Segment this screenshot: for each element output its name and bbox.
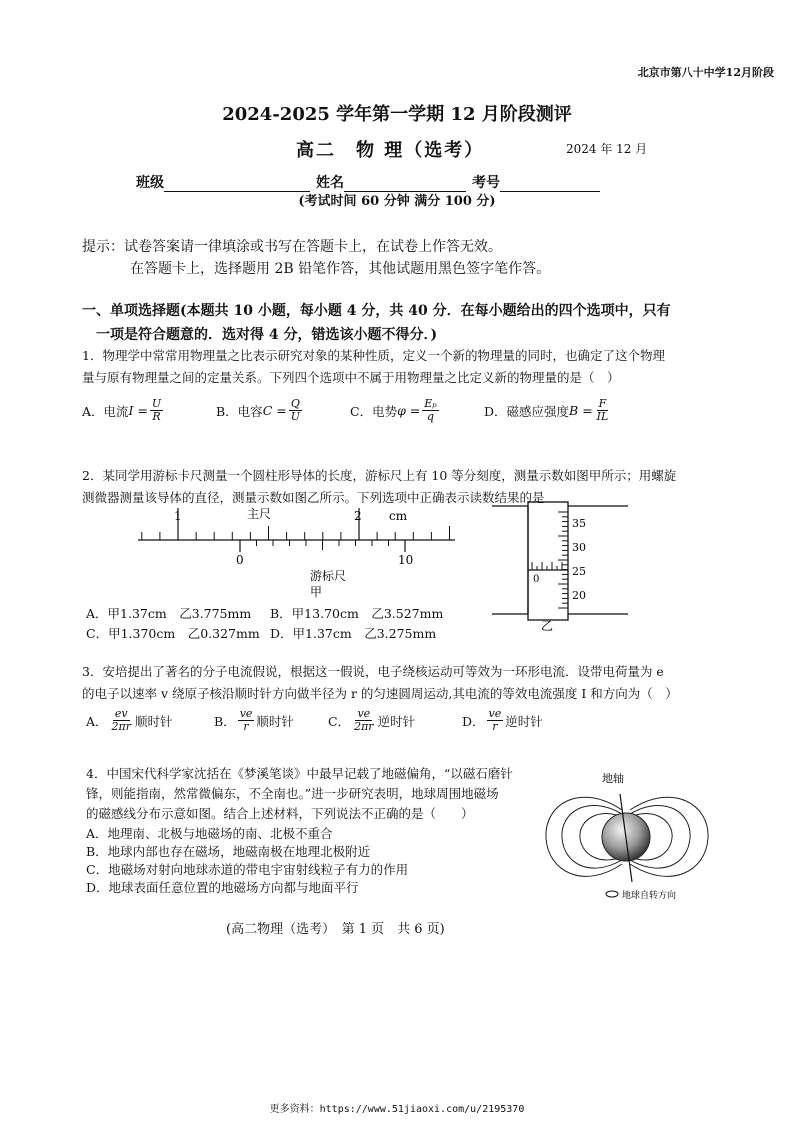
source-link[interactable]: 更多资料：https://www.51jiaoxi.com/u/2195370 xyxy=(269,1104,525,1115)
earth-magnetic-field-figure xyxy=(540,764,720,908)
q4-option-a[interactable]: A．地理南、北极与地磁场的南、北极不重合 xyxy=(86,826,333,841)
vernier-scale-label: 游标尺 xyxy=(310,569,347,583)
q3-stem-2: 的电子以速率 v 绕原子核沿顺时针方向做半径为 r 的匀速圆周运动,其电流的等效电流强度 I 和方向为（ ） xyxy=(82,686,678,701)
exam-date: 2024 年 12 月 xyxy=(566,142,648,156)
main-scale xyxy=(138,508,455,540)
fraction: $\frac{ve}{r}$ xyxy=(239,707,253,733)
figure-label: 甲 xyxy=(310,585,323,599)
q4-stem-1: 4．中国宋代科学家沈括在《梦溪笔谈》中最早记载了地磁偏角，“以磁石磨针 xyxy=(86,766,513,781)
vernier-caliper-figure xyxy=(130,500,480,600)
q4-option-d[interactable]: D．地球表面任意位置的地磁场方向都与地面平行 xyxy=(86,880,359,895)
fraction: $\frac{Q}{U}$ xyxy=(290,397,300,423)
fraction: $\frac{ve}{2\pi r}$ xyxy=(354,707,374,733)
q2-option-b[interactable]: B．甲13.70cm 乙3.527mm xyxy=(270,606,444,621)
thimble-label: 30 xyxy=(572,541,586,554)
q3-option-d[interactable]: D． $\frac{ve}{r}$ 逆时针 xyxy=(462,707,543,733)
q2-stem-1: 2．某同学用游标卡尺测量一个圆柱形导体的长度，游标尺上有 10 等分刻度，测量示数如图甲所示；用螺旋 xyxy=(82,468,677,483)
q3-option-a[interactable]: A． $\frac{ev}{2\pi r}$ 顺时针 xyxy=(86,707,173,733)
vernier-tick-label: 0 xyxy=(236,553,244,567)
class-label: 班级 xyxy=(136,175,164,191)
school-stamp: 北京市第八十中学12月阶段 xyxy=(637,66,774,79)
q4-option-b[interactable]: B．地球内部也存在磁场，地磁南极在地理北极附近 xyxy=(86,844,371,859)
fraction: $\frac{ev}{2\pi r}$ xyxy=(111,707,132,733)
q4-option-c[interactable]: C．地磁场对射向地球赤道的带电宇宙射线粒子有力的作用 xyxy=(86,862,409,877)
exam-time-info: (考试时间 60 分钟 满分 100 分) xyxy=(298,194,496,209)
id-label: 考号 xyxy=(472,175,500,191)
main-tick-label: 1 xyxy=(174,509,182,523)
thimble-label: 35 xyxy=(572,517,586,530)
rotation-label: 地球自转方向 xyxy=(622,891,677,901)
main-tick-label: 2 xyxy=(354,509,362,523)
fraction: $\frac{\text{Eₚ}}{q}$ xyxy=(424,397,437,423)
exam-title: 2024-2025 学年第一学期 12 月阶段测评 xyxy=(222,104,572,125)
fraction: $\frac{F}{IL}$ xyxy=(596,397,609,423)
q3-option-c[interactable]: C． $\frac{ve}{2\pi r}$ 逆时针 xyxy=(328,707,416,733)
q1-option-a[interactable]: A．电流 I = $\frac{U}{R}$ xyxy=(82,397,162,423)
axis-label: 地轴 xyxy=(602,772,624,785)
q1-option-b[interactable]: B．电容 C = $\frac{Q}{U}$ xyxy=(216,397,300,423)
q2-option-c[interactable]: C．甲1.370cm 乙0.327mm xyxy=(86,626,260,641)
hint-line-1: 提示：试卷答案请一律填涂或书写在答题卡上，在试卷上作答无效。 xyxy=(82,239,502,255)
q1-stem-1: 1．物理学中常常用物理量之比表示研究对象的某种性质，定义一个新的物理量的同时，也确定了这个物理 xyxy=(82,348,665,363)
q1-option-d[interactable]: D．磁感应强度 B = $\frac{F}{IL}$ xyxy=(484,397,609,423)
thimble-label: 25 xyxy=(572,565,586,578)
page-footer: (高二物理（选考） 第 1 页 共 6 页) xyxy=(226,922,445,937)
rotation-arrow-icon xyxy=(606,891,618,897)
main-scale-label: 主尺 xyxy=(247,507,272,521)
sleeve-zero: 0 xyxy=(533,574,540,585)
unit-label: cm xyxy=(389,509,408,523)
vernier-tick-label: 10 xyxy=(398,553,414,567)
q4-stem-3: 的磁感线分布示意如图。结合上述材料，下列说法不正确的是（ ） xyxy=(86,806,474,821)
q1-stem-2: 量与原有物理量之间的定量关系。下列四个选项中不属于用物理量之比定义新的物理量的是（ ） xyxy=(82,370,620,385)
fraction: $\frac{ve}{r}$ xyxy=(488,707,502,733)
q4-stem-2: 锋，则能指南，然常微偏东，不全南也。”进一步研究表明，地球周围地磁场 xyxy=(86,786,499,801)
name-label: 姓名 xyxy=(316,175,344,191)
q3-option-b[interactable]: B． $\frac{ve}{r}$ 顺时针 xyxy=(214,707,294,733)
q2-option-d[interactable]: D．甲1.37cm 乙3.275mm xyxy=(270,626,437,641)
section-heading-cont: 一项是符合题意的．选对得 4 分，错选该小题不得分．) xyxy=(96,327,438,343)
exam-subtitle: 高二 物 理（选考） xyxy=(296,140,485,161)
section-heading: 一、单项选择题(本题共 10 小题，每小题 4 分，共 40 分．在每小题给出的四个选项中，只有 xyxy=(82,303,671,319)
q1-option-c[interactable]: C．电势 φ = $\frac{\text{Eₚ}}{q}$ xyxy=(350,397,437,423)
q3-stem-1: 3．安培提出了著名的分子电流假说，根据这一假说，电子绕核运动可等效为一环形电流．设带电荷量为 e xyxy=(82,664,664,679)
micrometer-figure xyxy=(488,500,638,634)
thimble-label: 20 xyxy=(572,589,586,602)
q2-stem-2: 测微器测量该导体的直径，测量示数如图乙所示。下列选项中正确表示读数结果的是 xyxy=(82,490,545,505)
figure-label: 乙 xyxy=(541,619,554,633)
student-info-row xyxy=(136,172,606,192)
fraction: $\frac{U}{R}$ xyxy=(151,397,162,423)
q2-option-a[interactable]: A．甲1.37cm 乙3.775mm xyxy=(86,606,252,621)
hint-line-2: 在答题卡上，选择题用 2B 铅笔作答，其他试题用黑色签字笔作答。 xyxy=(130,261,551,277)
